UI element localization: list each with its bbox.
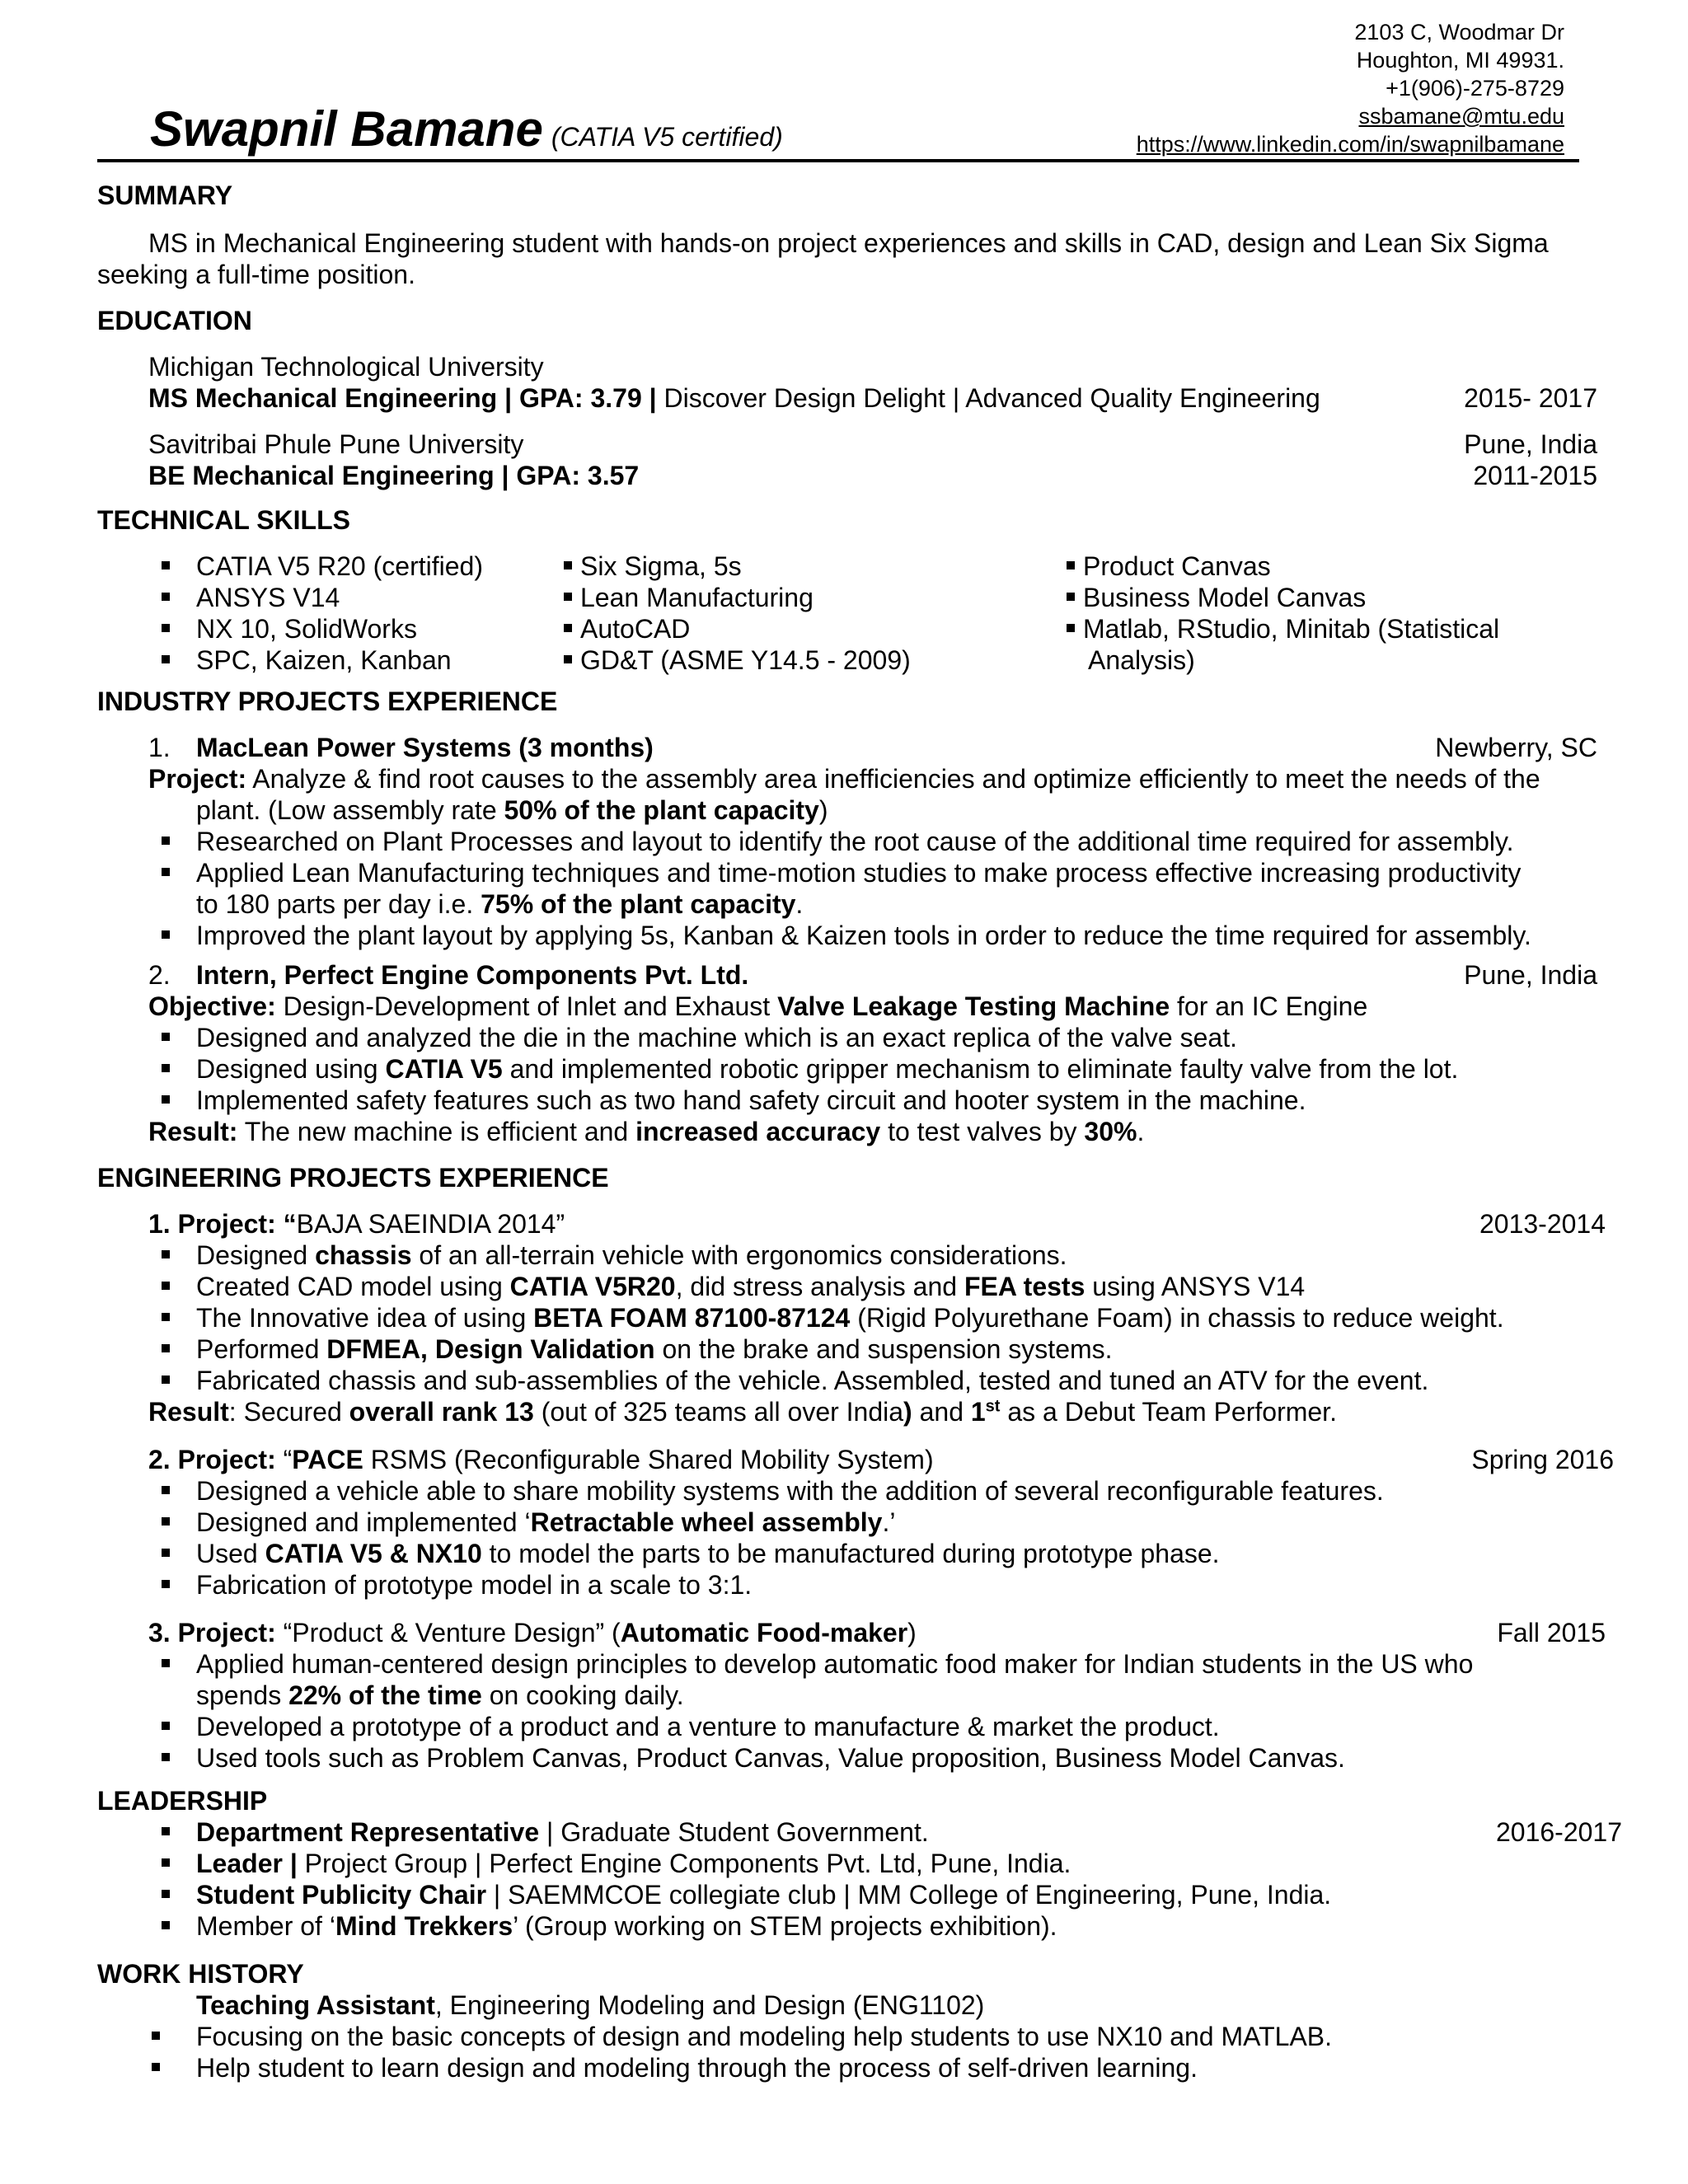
work-role bbox=[196, 1990, 984, 2021]
bullet-icon bbox=[152, 2032, 160, 2040]
bullet-icon bbox=[162, 1313, 170, 1321]
contact-linkedin-link[interactable]: https://www.linkedin.com/in/swapnilbamane bbox=[1136, 132, 1564, 157]
bullet-icon bbox=[152, 2063, 160, 2071]
text: using ANSYS V14 bbox=[1085, 1272, 1306, 1301]
text-bold: CATIA V5R20 bbox=[509, 1272, 676, 1301]
text: (out of 325 teams all over India bbox=[533, 1397, 904, 1427]
bullet-icon bbox=[162, 1344, 170, 1352]
text-bold: 50% of the plant capacity bbox=[504, 795, 819, 825]
text: “ bbox=[275, 1445, 293, 1474]
text-bold: 22% of the time bbox=[288, 1680, 482, 1710]
text-bold: 30% bbox=[1084, 1117, 1137, 1146]
contact-email-link[interactable]: ssbamane@mtu.edu bbox=[1358, 104, 1564, 129]
skill-item: Six Sigma, 5s bbox=[580, 551, 742, 581]
bullet-icon bbox=[162, 1580, 170, 1588]
text: Designed using bbox=[196, 1054, 386, 1084]
text-bold: DFMEA, Design Validation bbox=[326, 1334, 655, 1364]
project-number: 1. bbox=[148, 733, 171, 762]
text: on the brake and suspension systems. bbox=[654, 1334, 1113, 1364]
text-bold: Retractable wheel assembly bbox=[530, 1507, 883, 1537]
certification-note: (CATIA V5 certified) bbox=[551, 122, 783, 152]
section-heading-industry: INDUSTRY PROJECTS EXPERIENCE bbox=[97, 687, 558, 716]
leadership-item bbox=[196, 1910, 1057, 1942]
text: Design-Development of Inlet and Exhaust bbox=[275, 991, 778, 1021]
text-bold: BETA FOAM 87100-87124 bbox=[533, 1303, 851, 1333]
contact-address-line1: 2103 C, Woodmar Dr bbox=[1354, 20, 1564, 45]
project-title: MacLean Power Systems (3 months) bbox=[196, 733, 654, 762]
bullet-text: Fabricated chassis and sub-assemblies of the vehicle. Assembled, tested and tuned an ATV for the event. bbox=[196, 1366, 1429, 1395]
bullet-icon bbox=[162, 1095, 170, 1104]
bullet-text: Designed a vehicle able to share mobility systems with the addition of several reconfigurable features. bbox=[196, 1476, 1384, 1506]
text-bold: Department Representative bbox=[196, 1817, 540, 1847]
bullet-icon bbox=[162, 1890, 170, 1898]
label: Objective: bbox=[148, 991, 276, 1021]
bullet-icon bbox=[162, 1033, 170, 1041]
project-objective bbox=[148, 991, 1367, 1022]
bullet-icon bbox=[162, 1753, 170, 1761]
bullet-icon bbox=[1067, 624, 1075, 632]
text-bold: CATIA V5 & NX10 bbox=[265, 1539, 482, 1568]
text: for an IC Engine bbox=[1170, 991, 1368, 1021]
text-bold: Teaching Assistant bbox=[196, 1990, 435, 2020]
bullet-text: Developed a prototype of a product and a venture to manufacture & market the product. bbox=[196, 1712, 1220, 1741]
section-heading-education: EDUCATION bbox=[97, 306, 252, 335]
text: and bbox=[912, 1397, 971, 1427]
bullet-text: Focusing on the basic concepts of design and modeling help students to use NX10 and MATLAB. bbox=[196, 2022, 1333, 2051]
bullet-icon bbox=[162, 930, 170, 939]
text-bold: increased accuracy bbox=[635, 1117, 881, 1146]
bullet-text: Designed and analyzed the die in the machine which is an exact replica of the valve seat. bbox=[196, 1023, 1237, 1052]
leadership-item bbox=[196, 1848, 1071, 1879]
summary-line-2: seeking a full-time position. bbox=[97, 260, 415, 289]
text-bold: Automatic Food-maker bbox=[620, 1618, 908, 1647]
text: Member of ‘ bbox=[196, 1911, 335, 1941]
project-text: Analyze & find root causes to the assembly area inefficiencies and optimize efficiently to meet the needs of the bbox=[246, 764, 1540, 794]
text: ) bbox=[818, 795, 828, 825]
text: and implemented robotic gripper mechanism to eliminate faulty valve from the lot. bbox=[502, 1054, 1459, 1084]
bullet-icon bbox=[564, 624, 572, 632]
bullet-icon bbox=[162, 1659, 170, 1667]
skill-item: Product Canvas bbox=[1083, 551, 1271, 581]
text-bold: 1 bbox=[970, 1397, 986, 1427]
education-location-2: Pune, India bbox=[1464, 429, 1597, 459]
bullet-icon bbox=[162, 593, 170, 601]
skill-item: Lean Manufacturing bbox=[580, 583, 814, 612]
text: Performed bbox=[196, 1334, 327, 1364]
text: to test valves by bbox=[880, 1117, 1085, 1146]
text: Project Group | Perfect Engine Components Pvt. Ltd, Pune, India. bbox=[297, 1849, 1071, 1878]
label: 3. Project: bbox=[148, 1618, 276, 1647]
project-description-cont bbox=[196, 794, 828, 826]
leadership-date: 2016-2017 bbox=[1495, 1817, 1622, 1847]
project-title: Intern, Perfect Engine Components Pvt. Ltd. bbox=[196, 960, 749, 990]
text-bold: PACE bbox=[292, 1445, 363, 1474]
text: | Graduate Student Government. bbox=[539, 1817, 929, 1847]
bullet-icon bbox=[162, 1549, 170, 1557]
text: as a Debut Team Performer. bbox=[1000, 1397, 1337, 1427]
contact-address-line2: Houghton, MI 49931. bbox=[1356, 48, 1564, 73]
bullet-text bbox=[196, 1271, 1305, 1302]
bullet-text bbox=[196, 1538, 1220, 1569]
text: on cooking daily. bbox=[481, 1680, 684, 1710]
bullet-text bbox=[196, 1333, 1113, 1365]
superscript: st bbox=[985, 1397, 1001, 1416]
text: . bbox=[1137, 1117, 1145, 1146]
section-heading-skills: TECHNICAL SKILLS bbox=[97, 505, 350, 535]
bullet-text-cont bbox=[196, 1680, 684, 1711]
project-description bbox=[148, 763, 1540, 794]
skill-item: SPC, Kaizen, Kanban bbox=[196, 645, 452, 675]
bullet-icon bbox=[162, 1376, 170, 1384]
bullet-text: Fabrication of prototype model in a scale to 3:1. bbox=[196, 1570, 753, 1600]
project-result bbox=[148, 1116, 1144, 1147]
text: : Secured bbox=[228, 1397, 349, 1427]
section-heading-leadership: LEADERSHIP bbox=[97, 1786, 268, 1816]
text: of an all-terrain vehicle with ergonomics considerations. bbox=[411, 1240, 1067, 1270]
bullet-icon bbox=[162, 1722, 170, 1730]
bullet-icon bbox=[162, 1921, 170, 1929]
skill-item: NX 10, SolidWorks bbox=[196, 614, 417, 644]
text: The Innovative idea of using bbox=[196, 1303, 534, 1333]
bullet-icon bbox=[162, 561, 170, 569]
text: ) bbox=[907, 1618, 917, 1647]
skill-item-continuation: Analysis) bbox=[1088, 645, 1195, 675]
label: 2. Project: bbox=[148, 1445, 276, 1474]
bullet-icon bbox=[162, 868, 170, 876]
skill-item: CATIA V5 R20 (certified) bbox=[196, 551, 483, 581]
text: spends bbox=[196, 1680, 289, 1710]
eng-project-title bbox=[148, 1617, 917, 1648]
project-location: Pune, India bbox=[1464, 960, 1597, 990]
text: The new machine is efficient and bbox=[237, 1117, 636, 1146]
text-bold: 75% of the plant capacity bbox=[481, 889, 796, 919]
education-school-2: Savitribai Phule Pune University bbox=[148, 429, 524, 459]
text: Designed bbox=[196, 1240, 316, 1270]
bullet-icon bbox=[162, 1282, 170, 1290]
bullet-icon bbox=[564, 655, 572, 663]
bullet-text: Implemented safety features such as two hand safety circuit and hooter system in the machine. bbox=[196, 1085, 1306, 1115]
text-bold: Valve Leakage Testing Machine bbox=[777, 991, 1170, 1021]
text-bold: CATIA V5 bbox=[385, 1054, 503, 1084]
project-location: Newberry, SC bbox=[1435, 733, 1597, 762]
text: .’ bbox=[882, 1507, 896, 1537]
leadership-item bbox=[196, 1879, 1331, 1910]
bullet-text: Researched on Plant Processes and layout to identify the root cause of the additional time required for assembly. bbox=[196, 827, 1514, 856]
contact-phone: +1(906)-275-8729 bbox=[1386, 76, 1564, 101]
education-date-2: 2011-2015 bbox=[1473, 461, 1597, 490]
bullet-text: Used tools such as Problem Canvas, Product Canvas, Value proposition, Business Model Canvas. bbox=[196, 1743, 1345, 1773]
text: Used bbox=[196, 1539, 265, 1568]
bullet-icon bbox=[162, 1858, 170, 1867]
label: Result bbox=[148, 1397, 229, 1427]
bullet-text: Applied Lean Manufacturing techniques and time-motion studies to make process effective increasing productivity bbox=[196, 858, 1522, 888]
bullet-icon bbox=[564, 561, 572, 569]
text: ’ (Group working on STEM projects exhibition). bbox=[513, 1911, 1057, 1941]
text: RSMS (Reconfigurable Shared Mobility System) bbox=[363, 1445, 934, 1474]
bullet-icon bbox=[162, 1064, 170, 1072]
bullet-icon bbox=[162, 624, 170, 632]
eng-project-date: Fall 2015 bbox=[1497, 1618, 1606, 1647]
eng-project-title bbox=[148, 1208, 565, 1240]
text: Created CAD model using bbox=[196, 1272, 510, 1301]
text: Designed and implemented ‘ bbox=[196, 1507, 531, 1537]
leadership-item bbox=[196, 1816, 929, 1848]
text: , Engineering Modeling and Design (ENG1102) bbox=[434, 1990, 985, 2020]
bullet-text: Help student to learn design and modeling through the process of self-driven learning. bbox=[196, 2053, 1198, 2083]
skill-item: GD&T (ASME Y14.5 - 2009) bbox=[580, 645, 911, 675]
bullet-text: Improved the plant layout by applying 5s, Kanban & Kaizen tools in order to reduce the time required for assembly. bbox=[196, 921, 1531, 950]
project-number: 2. bbox=[148, 960, 171, 990]
text: to 180 parts per day i.e. bbox=[196, 889, 481, 919]
bullet-icon bbox=[162, 655, 170, 663]
skill-item: AutoCAD bbox=[580, 614, 691, 644]
education-degree-2: BE Mechanical Engineering | GPA: 3.57 bbox=[148, 461, 640, 490]
text: BAJA SAEINDIA 2014” bbox=[296, 1209, 565, 1239]
summary-line-1: MS in Mechanical Engineering student with hands-on project experiences and skills in CAD, design and Lean Six Sigma bbox=[148, 228, 1549, 258]
eng-project-result bbox=[148, 1396, 1337, 1427]
text-bold: ) bbox=[903, 1397, 912, 1427]
project-label: Project: bbox=[148, 764, 247, 794]
text: . bbox=[795, 889, 804, 919]
label: 1. Project: “ bbox=[148, 1209, 297, 1239]
skill-item: Matlab, RStudio, Minitab (Statistical bbox=[1083, 614, 1500, 644]
education-school-1: Michigan Technological University bbox=[148, 352, 544, 382]
text-bold: Student Publicity Chair bbox=[196, 1880, 487, 1910]
text: to model the parts to be manufactured during prototype phase. bbox=[481, 1539, 1220, 1568]
section-heading-work: WORK HISTORY bbox=[97, 1959, 304, 1989]
bullet-text-cont bbox=[196, 888, 803, 920]
education-date-1: 2015- 2017 bbox=[1464, 383, 1597, 413]
bullet-icon bbox=[162, 1486, 170, 1494]
bullet-icon bbox=[162, 837, 170, 845]
text-bold: FEA tests bbox=[964, 1272, 1085, 1301]
skill-item: Business Model Canvas bbox=[1083, 583, 1367, 612]
bullet-text bbox=[196, 1302, 1504, 1333]
bullet-icon bbox=[162, 1517, 170, 1526]
text-bold: Mind Trekkers bbox=[335, 1911, 513, 1941]
bullet-text bbox=[196, 1507, 895, 1538]
bullet-text bbox=[196, 1053, 1458, 1085]
text: “Product & Venture Design” ( bbox=[275, 1618, 621, 1647]
text: | SAEMMCOE collegiate club | MM College of Engineering, Pune, India. bbox=[486, 1880, 1332, 1910]
degree-1-courses: Discover Design Delight | Advanced Quality Engineering bbox=[656, 383, 1320, 413]
candidate-name bbox=[150, 101, 783, 166]
name-text: Swapnil Bamane bbox=[150, 101, 543, 157]
text: (Rigid Polyurethane Foam) in chassis to reduce weight. bbox=[850, 1303, 1504, 1333]
label: Result: bbox=[148, 1117, 238, 1146]
degree-1-bold: MS Mechanical Engineering | GPA: 3.79 | bbox=[148, 383, 657, 413]
section-heading-summary: SUMMARY bbox=[97, 180, 233, 210]
bullet-icon bbox=[564, 593, 572, 601]
header-divider bbox=[97, 159, 1579, 162]
section-heading-engineering: ENGINEERING PROJECTS EXPERIENCE bbox=[97, 1163, 609, 1193]
text: , did stress analysis and bbox=[675, 1272, 964, 1301]
text-bold: chassis bbox=[315, 1240, 412, 1270]
bullet-icon bbox=[1067, 593, 1075, 601]
bullet-text: Applied human-centered design principles to develop automatic food maker for Indian students in the US who bbox=[196, 1649, 1474, 1679]
bullet-icon bbox=[1067, 561, 1075, 569]
eng-project-date: 2013-2014 bbox=[1479, 1209, 1606, 1239]
bullet-icon bbox=[162, 1827, 170, 1835]
text: plant. (Low assembly rate bbox=[196, 795, 504, 825]
bullet-text bbox=[196, 1240, 1067, 1271]
eng-project-date: Spring 2016 bbox=[1471, 1445, 1614, 1474]
bullet-icon bbox=[162, 1250, 170, 1258]
text-bold: overall rank 13 bbox=[349, 1397, 534, 1427]
education-degree-1 bbox=[148, 382, 1320, 414]
eng-project-title bbox=[148, 1444, 934, 1475]
skill-item: ANSYS V14 bbox=[196, 583, 340, 612]
text-bold: Leader | bbox=[196, 1849, 298, 1878]
